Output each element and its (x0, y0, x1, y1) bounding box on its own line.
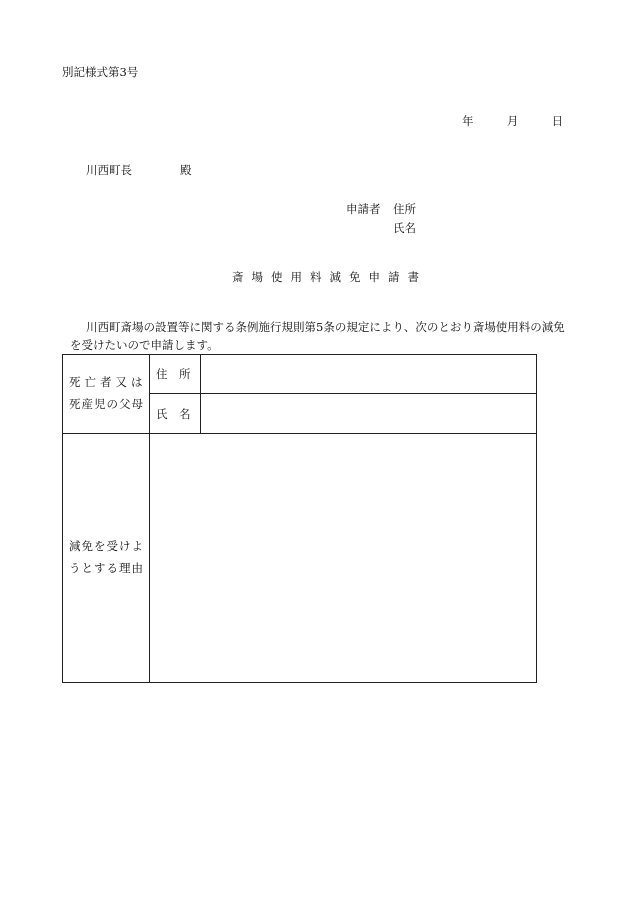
date-year: 年 (462, 114, 474, 128)
name-value-cell[interactable] (201, 394, 537, 434)
application-table (62, 354, 537, 683)
applicant-name-label: 氏名 (393, 221, 416, 235)
document-title: 斎場使用料減免申請書 (232, 270, 427, 284)
deceased-label-cell (63, 355, 150, 434)
reason-label-line2: うとする理由 (69, 561, 144, 575)
addressee-honorific: 殿 (180, 163, 192, 177)
body-line-1: 川西町斎場の設置等に関する条例施行規則第5条の規定により、次のとおり斎場使用料の減免 (86, 320, 565, 334)
address-label: 住 所 (156, 367, 191, 381)
addressee-name: 川西町長 (86, 163, 132, 177)
deceased-label-line1: 死亡者又は (69, 375, 147, 390)
form-number: 別記様式第3号 (62, 65, 139, 79)
deceased-label-line2: 死産児の父母 (69, 397, 144, 411)
address-value-cell[interactable] (201, 355, 537, 394)
reason-label-line1: 減免を受けよ (69, 539, 144, 554)
date-month: 月 (506, 114, 519, 128)
body-line-2: を受けたいので申請します。 (70, 338, 219, 352)
applicant-label: 申請者 (346, 202, 381, 216)
date-line (462, 116, 563, 128)
address-label-cell (150, 355, 201, 394)
applicant-address-label: 住所 (393, 202, 416, 216)
reason-value-cell[interactable] (150, 434, 537, 683)
reason-label-cell (63, 434, 150, 683)
name-label-cell (150, 394, 201, 434)
name-label: 氏 名 (156, 406, 191, 421)
date-day: 日 (551, 114, 564, 128)
